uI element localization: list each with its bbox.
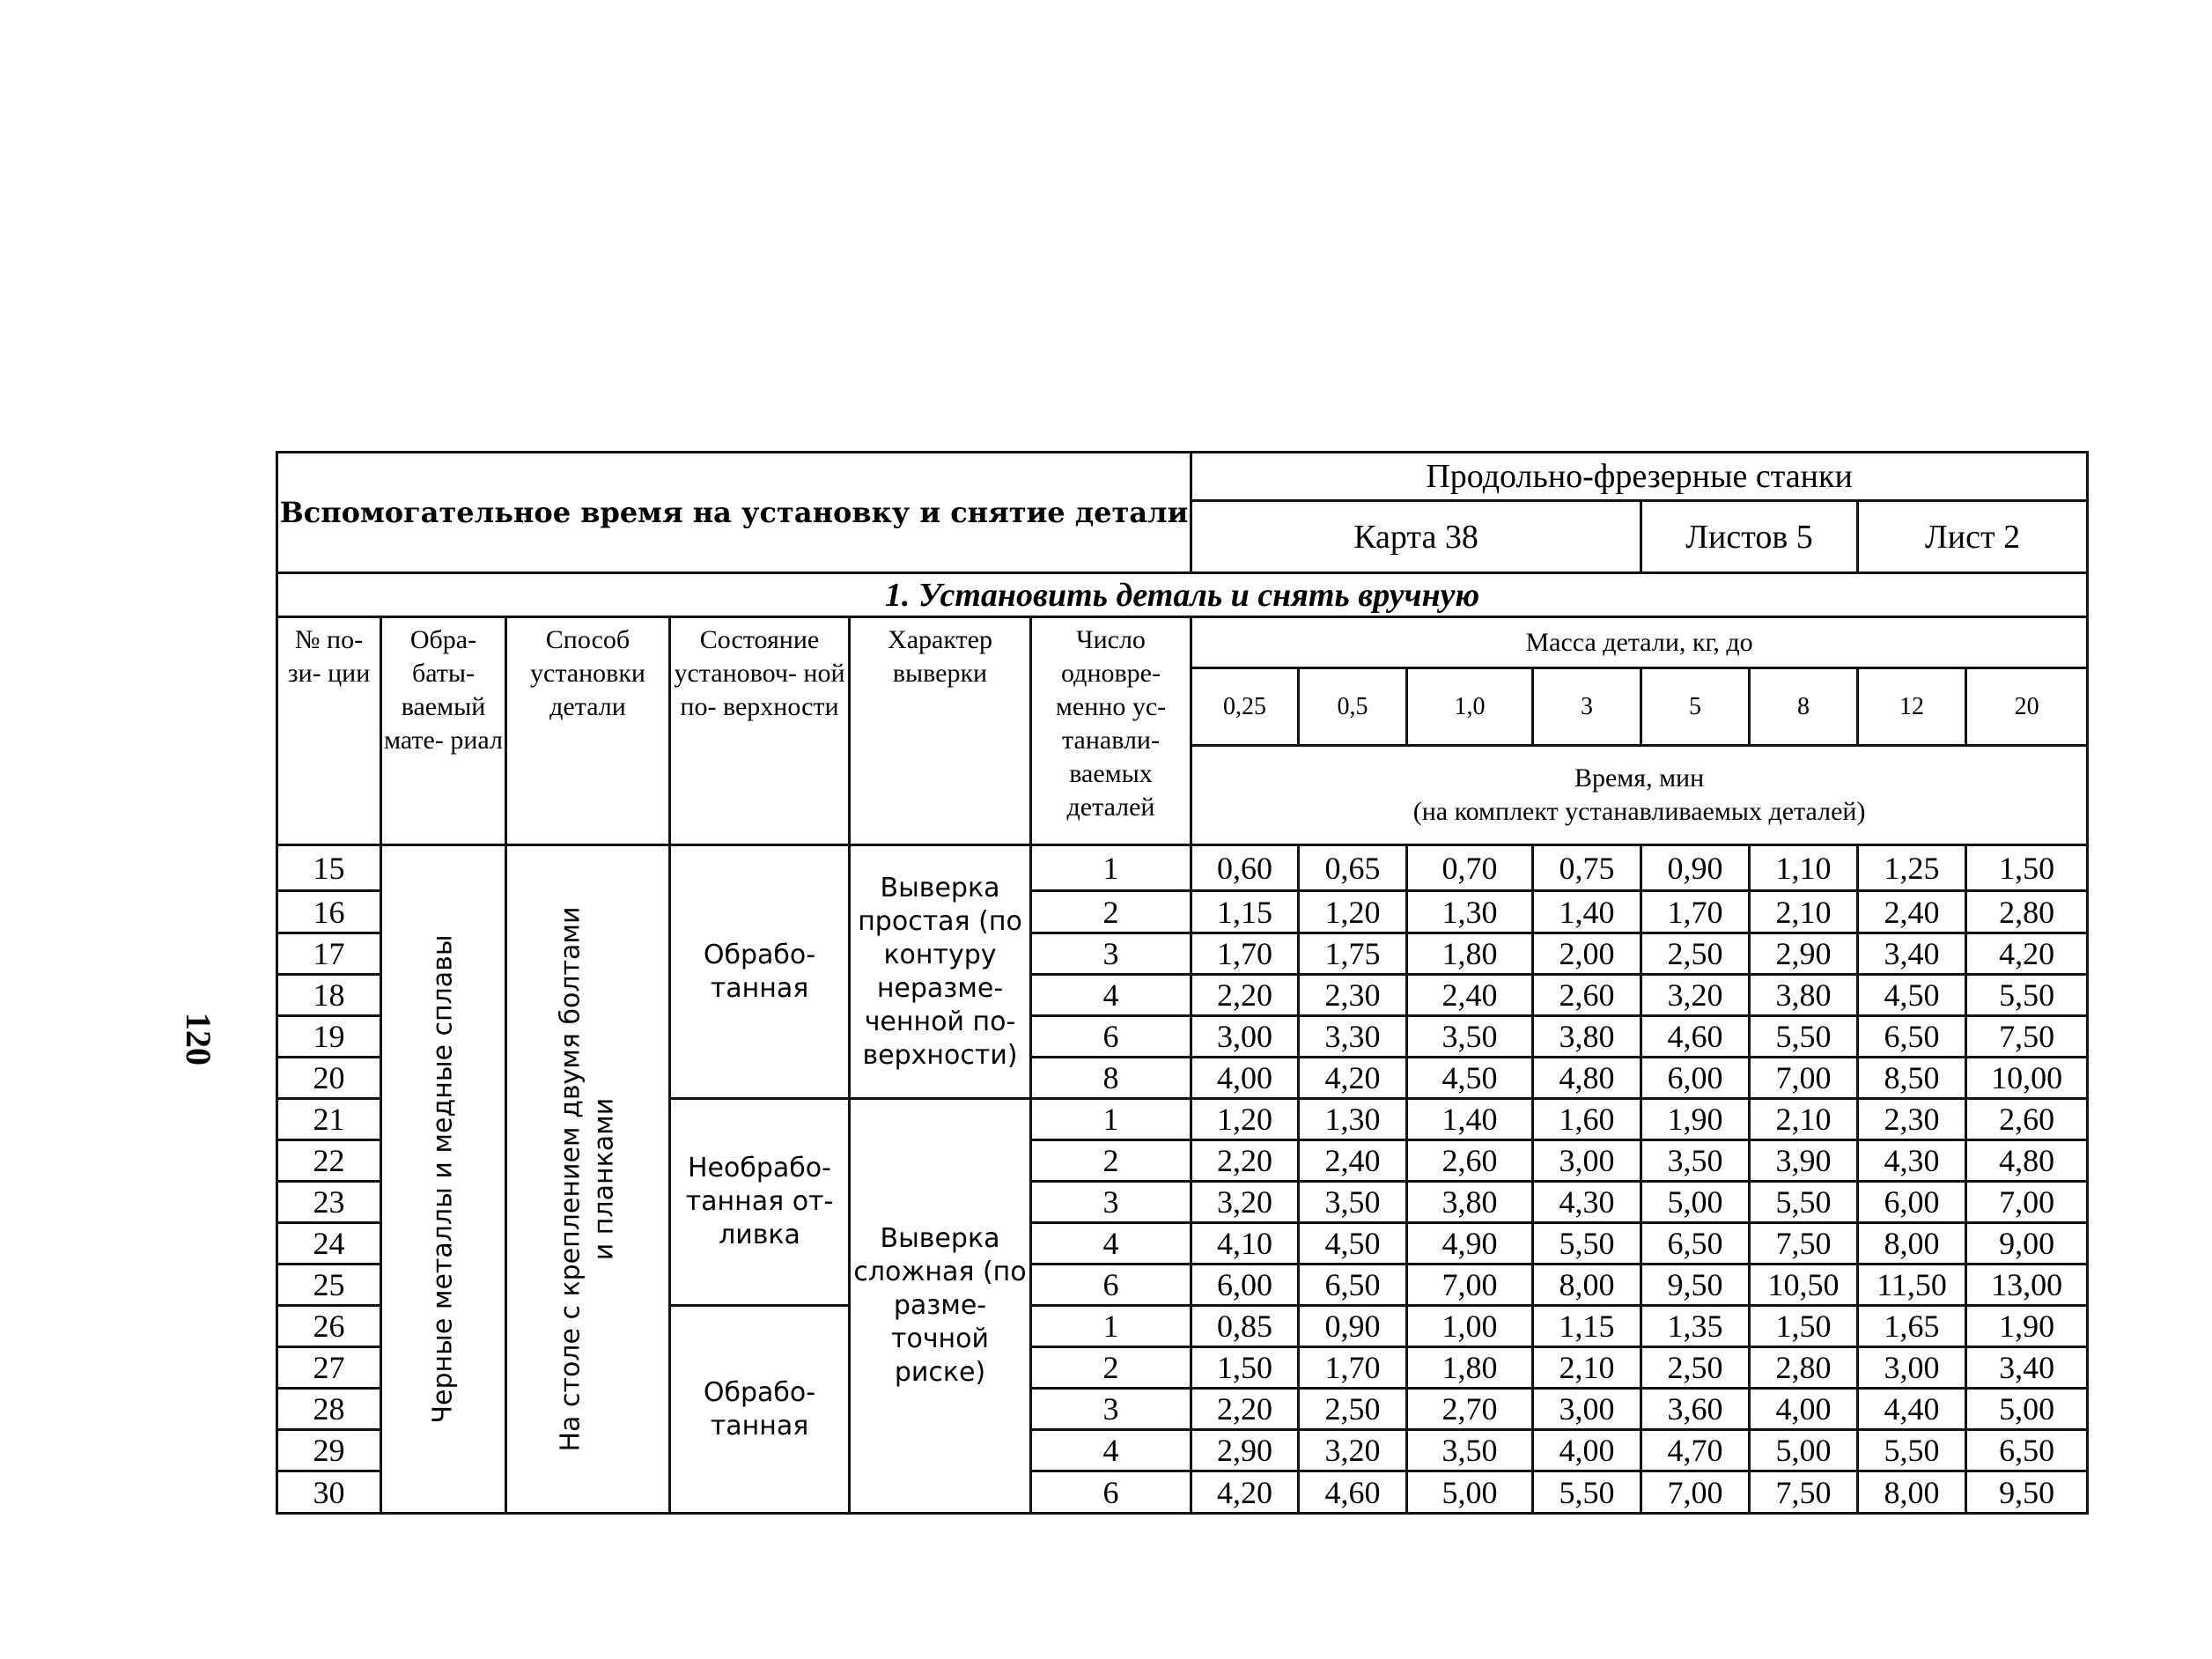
time-value: 11,50: [1858, 1265, 1966, 1306]
time-value: 2,30: [1858, 1099, 1966, 1140]
time-value: 1,25: [1858, 845, 1966, 891]
material-cell: [381, 845, 506, 1514]
time-value: 6,50: [1966, 1430, 2088, 1471]
col-header-count: Число одновре- менно ус- танавли- ваемых деталей: [1031, 617, 1191, 845]
position-number: 20: [277, 1058, 381, 1099]
time-value: 1,20: [1299, 891, 1407, 933]
mass-value: 1,0: [1407, 668, 1533, 746]
position-number: 15: [277, 845, 381, 891]
time-value: 2,10: [1533, 1347, 1641, 1389]
time-caption: [1191, 746, 2088, 845]
surface-cell: Обрабо- танная: [670, 1306, 850, 1514]
time-value: 2,90: [1750, 933, 1858, 975]
time-value: 1,70: [1641, 891, 1750, 933]
method-line1: На столе с креплением двумя болтами: [555, 906, 586, 1452]
detail-count: 6: [1031, 1265, 1191, 1306]
machine-type: Продольно-фрезерные станки: [1191, 453, 2088, 501]
page-number: 120: [179, 1013, 219, 1065]
time-value: 4,50: [1858, 975, 1966, 1016]
time-value: 7,50: [1966, 1016, 2088, 1058]
time-value: 5,50: [1750, 1182, 1858, 1223]
time-value: 7,00: [1407, 1265, 1533, 1306]
time-value: 3,00: [1533, 1140, 1641, 1182]
table-row: [277, 845, 2088, 891]
time-value: 2,20: [1191, 975, 1299, 1016]
time-value: 4,60: [1641, 1016, 1750, 1058]
time-value: 4,70: [1641, 1430, 1750, 1471]
time-value: 9,50: [1966, 1471, 2088, 1514]
time-value: 7,50: [1750, 1471, 1858, 1514]
time-value: 3,80: [1407, 1182, 1533, 1223]
mass-value: 8: [1750, 668, 1858, 746]
detail-count: 6: [1031, 1471, 1191, 1514]
time-value: 0,90: [1641, 845, 1750, 891]
time-value: 2,80: [1966, 891, 2088, 933]
time-value: 1,80: [1407, 933, 1533, 975]
mass-value: 0,25: [1191, 668, 1299, 746]
time-value: 10,00: [1966, 1058, 2088, 1099]
time-value: 2,10: [1750, 1099, 1858, 1140]
time-value: 0,65: [1299, 845, 1407, 891]
sheets-total: Листов 5: [1641, 501, 1858, 573]
time-value: 2,20: [1191, 1140, 1299, 1182]
position-number: 28: [277, 1389, 381, 1430]
table-title: Вспомогательное время на установку и снятие детали: [277, 453, 1191, 573]
time-value: 1,70: [1191, 933, 1299, 975]
time-value: 3,80: [1750, 975, 1858, 1016]
time-value: 3,00: [1858, 1347, 1966, 1389]
time-value: 1,15: [1533, 1306, 1641, 1347]
time-value: 8,00: [1533, 1265, 1641, 1306]
time-value: 6,50: [1858, 1016, 1966, 1058]
time-value: 1,00: [1407, 1306, 1533, 1347]
time-value: 8,50: [1858, 1058, 1966, 1099]
time-value: 0,75: [1533, 845, 1641, 891]
time-value: 4,80: [1533, 1058, 1641, 1099]
time-value: 4,80: [1966, 1140, 2088, 1182]
detail-count: 8: [1031, 1058, 1191, 1099]
time-value: 8,00: [1858, 1471, 1966, 1514]
time-value: 3,30: [1299, 1016, 1407, 1058]
time-value: 4,10: [1191, 1223, 1299, 1265]
position-number: 21: [277, 1099, 381, 1140]
time-value: 7,50: [1750, 1223, 1858, 1265]
time-value: 3,80: [1533, 1016, 1641, 1058]
position-number: 22: [277, 1140, 381, 1182]
position-number: 23: [277, 1182, 381, 1223]
detail-count: 1: [1031, 1306, 1191, 1347]
position-number: 26: [277, 1306, 381, 1347]
time-value: 3,20: [1299, 1430, 1407, 1471]
time-value: 9,00: [1966, 1223, 2088, 1265]
time-value: 2,50: [1641, 1347, 1750, 1389]
detail-count: 4: [1031, 1223, 1191, 1265]
col-header-position: № по- зи- ции: [277, 617, 381, 845]
time-value: 6,50: [1299, 1265, 1407, 1306]
time-value: 2,40: [1858, 891, 1966, 933]
time-value: 4,60: [1299, 1471, 1407, 1514]
time-value: 4,00: [1191, 1058, 1299, 1099]
time-value: 1,50: [1966, 845, 2088, 891]
time-value: 5,50: [1966, 975, 2088, 1016]
time-value: 1,90: [1966, 1306, 2088, 1347]
time-value: 3,90: [1750, 1140, 1858, 1182]
time-value: 1,70: [1299, 1347, 1407, 1389]
detail-count: 4: [1031, 975, 1191, 1016]
mass-value: 3: [1533, 668, 1641, 746]
time-value: 1,30: [1407, 891, 1533, 933]
position-number: 18: [277, 975, 381, 1016]
time-value: 4,50: [1407, 1058, 1533, 1099]
time-value: 1,40: [1407, 1099, 1533, 1140]
mass-value: 5: [1641, 668, 1750, 746]
surface-cell: Необрабо- танная от- ливка: [670, 1099, 850, 1306]
position-number: 24: [277, 1223, 381, 1265]
detail-count: 4: [1031, 1430, 1191, 1471]
time-caption-line1: Время, мин: [1574, 763, 1705, 793]
time-value: 6,00: [1641, 1058, 1750, 1099]
mass-value: 12: [1858, 668, 1966, 746]
time-value: 1,10: [1750, 845, 1858, 891]
col-header-surface: Состояние установоч- ной по- верхности: [670, 617, 850, 845]
time-value: 3,40: [1858, 933, 1966, 975]
detail-count: 2: [1031, 1140, 1191, 1182]
detail-count: 1: [1031, 845, 1191, 891]
time-value: 1,75: [1299, 933, 1407, 975]
time-value: 3,40: [1966, 1347, 2088, 1389]
time-value: 4,00: [1533, 1430, 1641, 1471]
position-number: 17: [277, 933, 381, 975]
position-number: 19: [277, 1016, 381, 1058]
mass-value: 20: [1966, 668, 2088, 746]
time-value: 2,50: [1641, 933, 1750, 975]
detail-count: 6: [1031, 1016, 1191, 1058]
time-value: 7,00: [1750, 1058, 1858, 1099]
time-value: 5,00: [1407, 1471, 1533, 1514]
time-value: 3,50: [1641, 1140, 1750, 1182]
time-value: 6,00: [1191, 1265, 1299, 1306]
time-value: 5,50: [1750, 1016, 1858, 1058]
time-value: 3,00: [1533, 1389, 1641, 1430]
time-value: 1,90: [1641, 1099, 1750, 1140]
section-title: 1. Установить деталь и снять вручную: [277, 573, 2088, 617]
time-value: 3,60: [1641, 1389, 1750, 1430]
col-header-method: Способ установки детали: [506, 617, 670, 845]
material-text: Черные металлы и медные сплавы: [427, 934, 459, 1424]
time-value: 0,60: [1191, 845, 1299, 891]
time-value: 4,40: [1858, 1389, 1966, 1430]
time-value: 1,20: [1191, 1099, 1299, 1140]
detail-count: 3: [1031, 933, 1191, 975]
time-value: 9,50: [1641, 1265, 1750, 1306]
time-value: 2,80: [1750, 1347, 1858, 1389]
surface-cell: Обрабо- танная: [670, 845, 850, 1099]
time-value: 8,00: [1858, 1223, 1966, 1265]
position-number: 16: [277, 891, 381, 933]
time-value: 1,65: [1858, 1306, 1966, 1347]
time-value: 5,50: [1533, 1223, 1641, 1265]
position-number: 30: [277, 1471, 381, 1514]
time-value: 5,50: [1858, 1430, 1966, 1471]
time-value: 3,20: [1191, 1182, 1299, 1223]
time-value: 2,00: [1533, 933, 1641, 975]
time-value: 4,90: [1407, 1223, 1533, 1265]
time-value: 2,50: [1299, 1389, 1407, 1430]
time-value: 3,20: [1641, 975, 1750, 1016]
time-value: 5,00: [1750, 1430, 1858, 1471]
time-value: 1,15: [1191, 891, 1299, 933]
detail-count: 3: [1031, 1182, 1191, 1223]
method-cell: [506, 845, 670, 1514]
detail-count: 2: [1031, 1347, 1191, 1389]
time-value: 2,60: [1407, 1140, 1533, 1182]
position-number: 29: [277, 1430, 381, 1471]
time-value: 1,60: [1533, 1099, 1641, 1140]
time-value: 5,00: [1966, 1389, 2088, 1430]
time-value: 4,50: [1299, 1223, 1407, 1265]
time-value: 1,40: [1533, 891, 1641, 933]
time-value: 0,90: [1299, 1306, 1407, 1347]
time-value: 0,85: [1191, 1306, 1299, 1347]
col-header-alignment: Характер выверки: [850, 617, 1031, 845]
sheet-number: Лист 2: [1858, 501, 2088, 573]
time-value: 4,30: [1533, 1182, 1641, 1223]
time-value: 1,80: [1407, 1347, 1533, 1389]
alignment-cell: Выверка сложная (по разме- точной риске): [850, 1099, 1031, 1514]
time-value: 5,50: [1533, 1471, 1641, 1514]
time-caption-line2: (на комплект устанавливаемых деталей): [1412, 797, 1866, 826]
time-value: 2,70: [1407, 1389, 1533, 1430]
time-value: 3,50: [1299, 1182, 1407, 1223]
time-value: 1,30: [1299, 1099, 1407, 1140]
position-number: 27: [277, 1347, 381, 1389]
time-value: 3,50: [1407, 1016, 1533, 1058]
time-value: 2,60: [1533, 975, 1641, 1016]
time-value: 4,20: [1191, 1471, 1299, 1514]
mass-value: 0,5: [1299, 668, 1407, 746]
time-value: 10,50: [1750, 1265, 1858, 1306]
time-value: 4,00: [1750, 1389, 1858, 1430]
time-value: 4,20: [1966, 933, 2088, 975]
time-value: 1,35: [1641, 1306, 1750, 1347]
detail-count: 3: [1031, 1389, 1191, 1430]
position-number: 25: [277, 1265, 381, 1306]
time-value: 6,50: [1641, 1223, 1750, 1265]
col-header-material: Обра- баты- ваемый мате- риал: [381, 617, 506, 845]
time-value: 2,30: [1299, 975, 1407, 1016]
time-value: 7,00: [1641, 1471, 1750, 1514]
detail-count: 1: [1031, 1099, 1191, 1140]
card-number: Карта 38: [1191, 501, 1641, 573]
time-value: 6,00: [1858, 1182, 1966, 1223]
detail-count: 2: [1031, 891, 1191, 933]
time-value: 3,00: [1191, 1016, 1299, 1058]
col-header-mass: Масса детали, кг, до: [1191, 617, 2088, 668]
time-value: 4,30: [1858, 1140, 1966, 1182]
time-value: 0,70: [1407, 845, 1533, 891]
time-value: 2,90: [1191, 1430, 1299, 1471]
time-value: 3,50: [1407, 1430, 1533, 1471]
time-value: 1,50: [1750, 1306, 1858, 1347]
method-line2: и планками: [588, 1097, 620, 1261]
time-value: 5,00: [1641, 1182, 1750, 1223]
time-value: 2,40: [1407, 975, 1533, 1016]
time-value: 2,10: [1750, 891, 1858, 933]
time-value: 2,60: [1966, 1099, 2088, 1140]
method-text: [555, 906, 622, 1451]
norm-table: [276, 451, 2089, 1515]
time-value: 1,50: [1191, 1347, 1299, 1389]
time-value: 2,20: [1191, 1389, 1299, 1430]
alignment-cell: Выверка простая (по контуру неразме- ченной по- верхности): [850, 845, 1031, 1099]
time-value: 4,20: [1299, 1058, 1407, 1099]
time-value: 2,40: [1299, 1140, 1407, 1182]
time-value: 13,00: [1966, 1265, 2088, 1306]
time-value: 7,00: [1966, 1182, 2088, 1223]
